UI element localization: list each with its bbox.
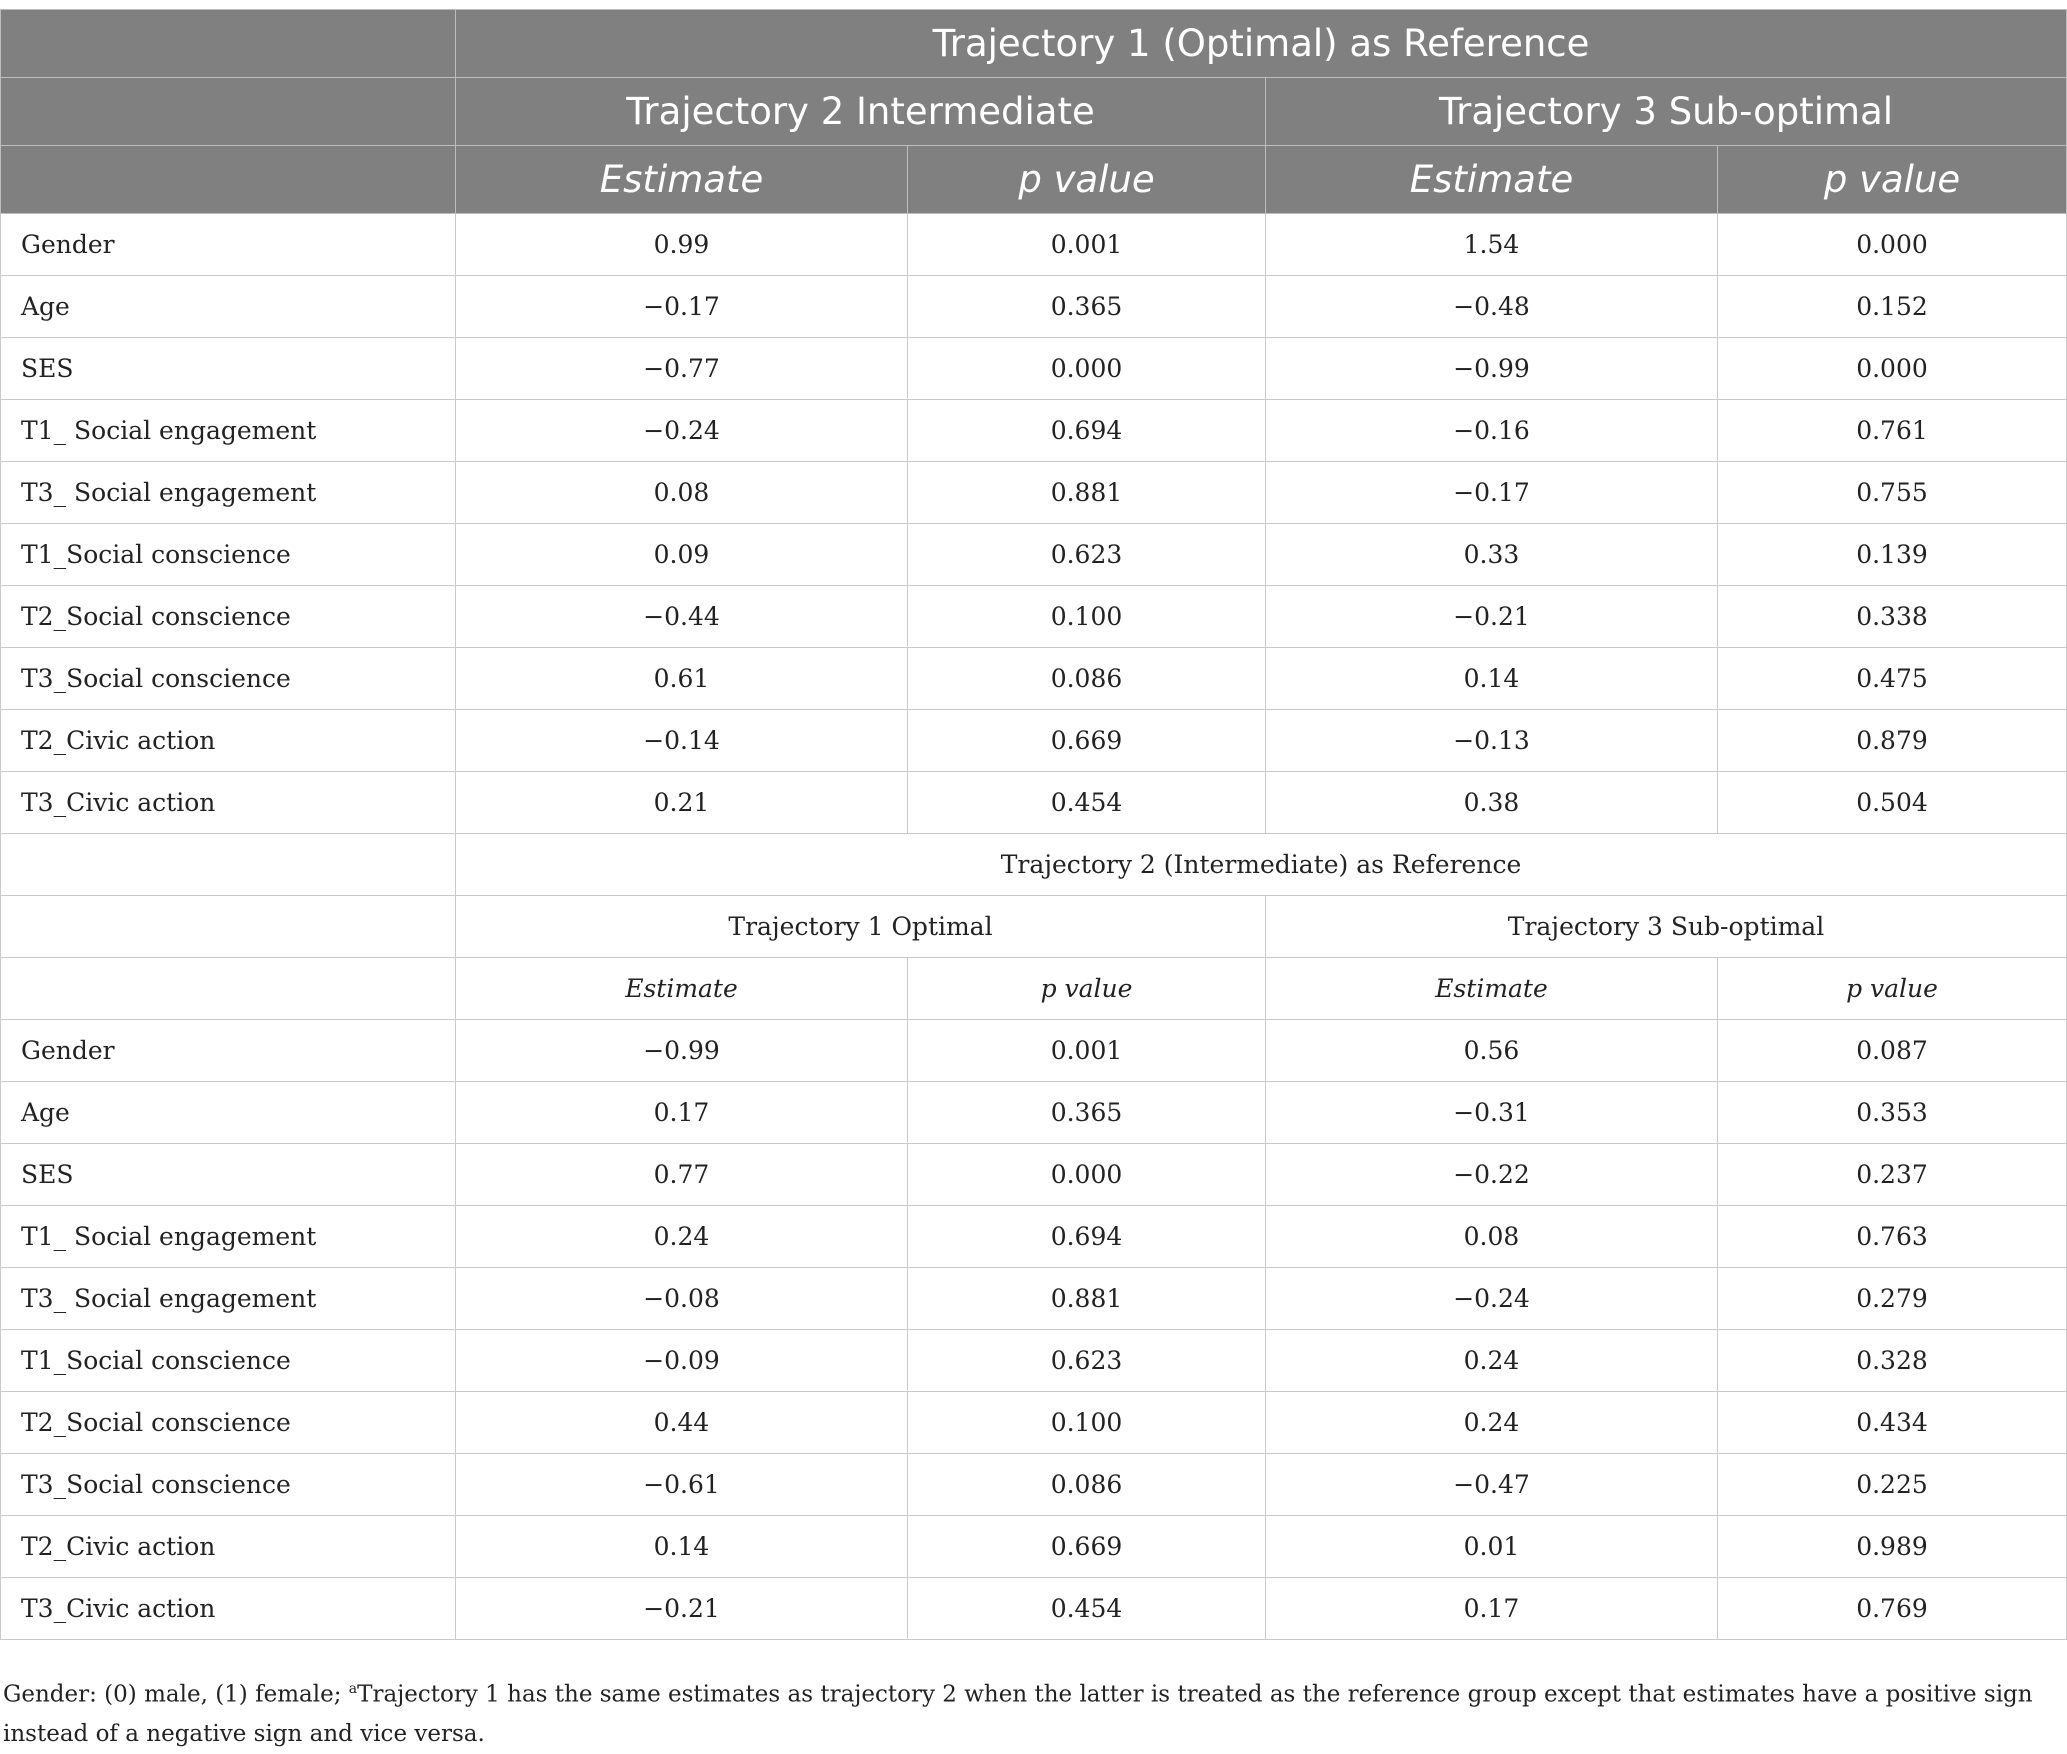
estimate-cell: −0.47	[1266, 1454, 1718, 1516]
estimate-cell: 0.14	[1266, 648, 1718, 710]
p-value-cell: 0.100	[908, 1392, 1266, 1454]
estimate-cell: 0.08	[456, 462, 908, 524]
table-row	[1, 1144, 2067, 1206]
estimate-cell: −0.44	[456, 586, 908, 648]
estimate-cell: −0.17	[456, 276, 908, 338]
p-value-cell: 0.761	[1718, 400, 2067, 462]
row-label: T2_Civic action	[1, 710, 456, 772]
p-value-cell: 0.504	[1718, 772, 2067, 834]
col-estimate-2: Estimate	[1266, 146, 1718, 214]
estimate-cell: −0.08	[456, 1268, 908, 1330]
section2-group-2: Trajectory 3 Sub-optimal	[1266, 896, 2067, 958]
table-row	[1, 710, 2067, 772]
p-value-cell: 0.000	[908, 1144, 1266, 1206]
col-pvalue-2: p value	[1718, 146, 2067, 214]
row-label: T2_Social conscience	[1, 586, 456, 648]
table-row	[1, 276, 2067, 338]
row-label: T2_Civic action	[1, 1516, 456, 1578]
table-row	[1, 462, 2067, 524]
row-label: T1_ Social engagement	[1, 1206, 456, 1268]
row-label: T1_Social conscience	[1, 524, 456, 586]
estimate-cell: −0.13	[1266, 710, 1718, 772]
section2-group-row	[1, 896, 2067, 958]
estimate-cell: −0.77	[456, 338, 908, 400]
header-blank-cell	[1, 10, 456, 78]
p-value-cell: 0.989	[1718, 1516, 2067, 1578]
p-value-cell: 0.000	[1718, 338, 2067, 400]
p-value-cell: 0.086	[908, 1454, 1266, 1516]
p-value-cell: 0.152	[1718, 276, 2067, 338]
estimate-cell: 0.56	[1266, 1020, 1718, 1082]
p-value-cell: 0.328	[1718, 1330, 2067, 1392]
estimate-cell: 0.08	[1266, 1206, 1718, 1268]
p-value-cell: 0.338	[1718, 586, 2067, 648]
estimate-cell: −0.48	[1266, 276, 1718, 338]
row-label: SES	[1, 338, 456, 400]
p-value-cell: 0.881	[908, 1268, 1266, 1330]
blank-cell	[1, 958, 456, 1020]
p-value-cell: 0.279	[1718, 1268, 2067, 1330]
table-row	[1, 1392, 2067, 1454]
blank-cell	[1, 834, 456, 896]
header-title-row	[1, 10, 2067, 78]
estimate-cell: −0.24	[1266, 1268, 1718, 1330]
row-label: Age	[1, 1082, 456, 1144]
section1-group-1: Trajectory 2 Intermediate	[456, 78, 1266, 146]
p-value-cell: 0.755	[1718, 462, 2067, 524]
table-row	[1, 1020, 2067, 1082]
row-label: T3_Civic action	[1, 772, 456, 834]
estimate-cell: 0.24	[456, 1206, 908, 1268]
footnote-text: Trajectory 1 has the same estimates as trajectory 2 when the latter is treated as the reference group except that estimates have a positive sign instead of a negative sign and vice versa.	[3, 1681, 2033, 1747]
estimate-cell: −0.21	[456, 1578, 908, 1640]
row-label: T2_Social conscience	[1, 1392, 456, 1454]
estimate-cell: −0.21	[1266, 586, 1718, 648]
p-value-cell: 0.881	[908, 462, 1266, 524]
estimate-cell: 1.54	[1266, 214, 1718, 276]
p-value-cell: 0.001	[908, 1020, 1266, 1082]
estimate-cell: −0.24	[456, 400, 908, 462]
p-value-cell: 0.001	[908, 214, 1266, 276]
p-value-cell: 0.100	[908, 586, 1266, 648]
estimate-cell: 0.09	[456, 524, 908, 586]
section1-title: Trajectory 1 (Optimal) as Reference	[456, 10, 2067, 78]
footnote-text-start: Gender: (0) male, (1) female;	[3, 1681, 349, 1708]
footnote-marker: a	[348, 1681, 358, 1697]
p-value-cell: 0.879	[1718, 710, 2067, 772]
row-label: SES	[1, 1144, 456, 1206]
header-blank-cell	[1, 78, 456, 146]
col-estimate-1: Estimate	[456, 958, 908, 1020]
row-label: Age	[1, 276, 456, 338]
row-label: T3_Civic action	[1, 1578, 456, 1640]
header-group-row	[1, 78, 2067, 146]
table-row	[1, 338, 2067, 400]
p-value-cell: 0.694	[908, 400, 1266, 462]
table-row	[1, 524, 2067, 586]
table-row	[1, 586, 2067, 648]
section2-title-row	[1, 834, 2067, 896]
p-value-cell: 0.763	[1718, 1206, 2067, 1268]
row-label: T3_ Social engagement	[1, 462, 456, 524]
col-pvalue-1: p value	[908, 958, 1266, 1020]
section2-group-1: Trajectory 1 Optimal	[456, 896, 1266, 958]
p-value-cell: 0.353	[1718, 1082, 2067, 1144]
estimate-cell: 0.14	[456, 1516, 908, 1578]
table-row	[1, 1516, 2067, 1578]
estimate-cell: −0.17	[1266, 462, 1718, 524]
estimate-cell: −0.99	[456, 1020, 908, 1082]
col-pvalue-1: p value	[908, 146, 1266, 214]
estimate-cell: −0.14	[456, 710, 908, 772]
table-row	[1, 1268, 2067, 1330]
estimate-cell: −0.22	[1266, 1144, 1718, 1206]
p-value-cell: 0.669	[908, 710, 1266, 772]
footnote	[3, 1670, 2063, 1754]
estimate-cell: −0.99	[1266, 338, 1718, 400]
estimate-cell: 0.33	[1266, 524, 1718, 586]
table-row	[1, 214, 2067, 276]
estimate-cell: 0.77	[456, 1144, 908, 1206]
p-value-cell: 0.623	[908, 1330, 1266, 1392]
table-row	[1, 400, 2067, 462]
p-value-cell: 0.087	[1718, 1020, 2067, 1082]
estimate-cell: 0.17	[1266, 1578, 1718, 1640]
estimate-cell: 0.17	[456, 1082, 908, 1144]
row-label: T3_ Social engagement	[1, 1268, 456, 1330]
p-value-cell: 0.669	[908, 1516, 1266, 1578]
estimate-cell: 0.01	[1266, 1516, 1718, 1578]
table-row	[1, 1206, 2067, 1268]
estimate-cell: 0.44	[456, 1392, 908, 1454]
p-value-cell: 0.139	[1718, 524, 2067, 586]
table-row	[1, 772, 2067, 834]
row-label: T1_Social conscience	[1, 1330, 456, 1392]
row-label: Gender	[1, 214, 456, 276]
p-value-cell: 0.365	[908, 276, 1266, 338]
table-row	[1, 1578, 2067, 1640]
p-value-cell: 0.434	[1718, 1392, 2067, 1454]
table-row	[1, 1330, 2067, 1392]
table-row	[1, 648, 2067, 710]
p-value-cell: 0.000	[908, 338, 1266, 400]
estimate-cell: 0.21	[456, 772, 908, 834]
table-row	[1, 1082, 2067, 1144]
p-value-cell: 0.454	[908, 1578, 1266, 1640]
p-value-cell: 0.237	[1718, 1144, 2067, 1206]
row-label: T1_ Social engagement	[1, 400, 456, 462]
p-value-cell: 0.769	[1718, 1578, 2067, 1640]
row-label: T3_Social conscience	[1, 1454, 456, 1516]
row-label: T3_Social conscience	[1, 648, 456, 710]
blank-cell	[1, 896, 456, 958]
p-value-cell: 0.475	[1718, 648, 2067, 710]
p-value-cell: 0.086	[908, 648, 1266, 710]
p-value-cell: 0.000	[1718, 214, 2067, 276]
estimate-cell: 0.38	[1266, 772, 1718, 834]
p-value-cell: 0.454	[908, 772, 1266, 834]
results-table	[0, 9, 2067, 1640]
p-value-cell: 0.365	[908, 1082, 1266, 1144]
estimate-cell: 0.99	[456, 214, 908, 276]
estimate-cell: 0.24	[1266, 1330, 1718, 1392]
col-estimate-1: Estimate	[456, 146, 908, 214]
estimate-cell: −0.16	[1266, 400, 1718, 462]
estimate-cell: −0.61	[456, 1454, 908, 1516]
section2-column-row	[1, 958, 2067, 1020]
section2-title: Trajectory 2 (Intermediate) as Reference	[456, 834, 2067, 896]
table-row	[1, 1454, 2067, 1516]
p-value-cell: 0.225	[1718, 1454, 2067, 1516]
estimate-cell: −0.09	[456, 1330, 908, 1392]
estimate-cell: 0.24	[1266, 1392, 1718, 1454]
row-label: Gender	[1, 1020, 456, 1082]
estimate-cell: 0.61	[456, 648, 908, 710]
col-pvalue-2: p value	[1718, 958, 2067, 1020]
col-estimate-2: Estimate	[1266, 958, 1718, 1020]
header-blank-cell	[1, 146, 456, 214]
estimate-cell: −0.31	[1266, 1082, 1718, 1144]
p-value-cell: 0.623	[908, 524, 1266, 586]
section1-group-2: Trajectory 3 Sub-optimal	[1266, 78, 2067, 146]
p-value-cell: 0.694	[908, 1206, 1266, 1268]
header-column-row	[1, 146, 2067, 214]
